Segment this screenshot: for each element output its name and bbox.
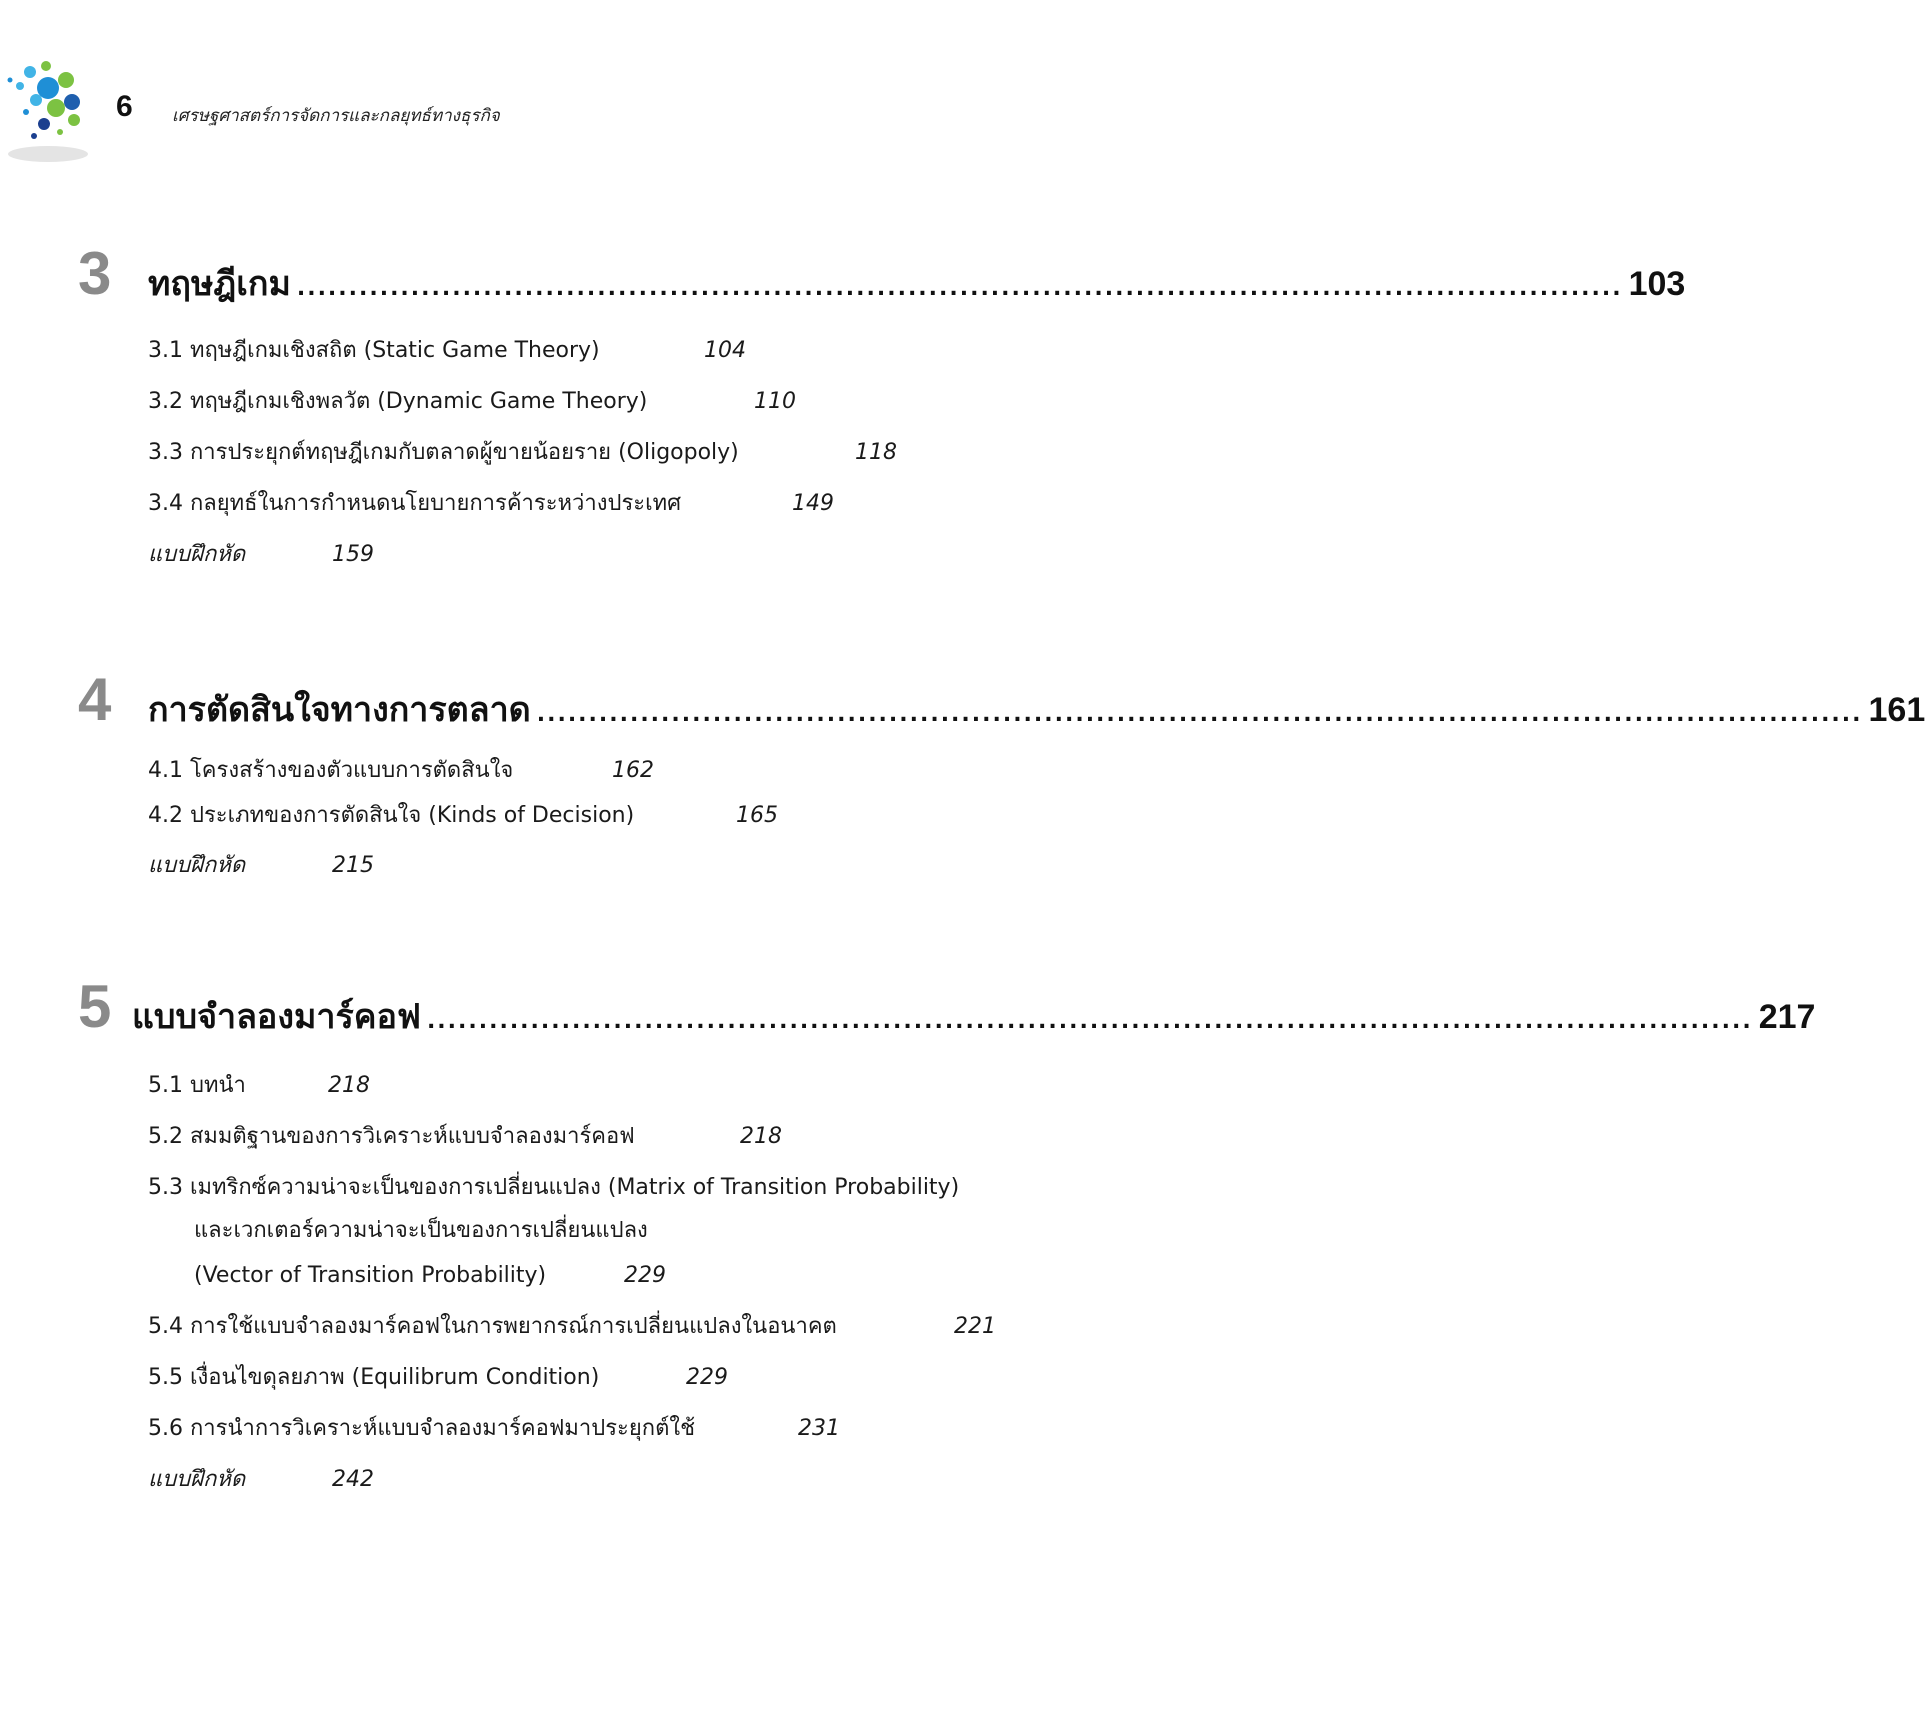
chapter-title: การตัดสินใจทางการตลาด xyxy=(148,690,531,730)
running-title: เศรษฐศาสตร์การจัดการและกลยุทธ์ทางธุรกิจ xyxy=(172,106,500,126)
entry-continuation: และเวกเตอร์ความน่าจะเป็นของการเปลี่ยนแปลง xyxy=(194,1218,648,1243)
chapter-title: ทฤษฎีเกม xyxy=(148,264,291,304)
entry-page: 162 xyxy=(612,758,654,783)
entry-text: 5.5 เงื่อนไขดุลยภาพ (Equilibrum Condition) xyxy=(148,1365,600,1390)
toc-entry[interactable] xyxy=(148,801,778,831)
entry-page: 218 xyxy=(328,1073,370,1098)
dot-leader: ................................................................................................................................ xyxy=(426,1009,1753,1034)
toc-entry[interactable] xyxy=(148,387,796,417)
chapter-page: 217 xyxy=(1758,998,1816,1036)
entry-page: 118 xyxy=(855,440,897,465)
entry-text: 3.4 กลยุทธ์ในการกำหนดนโยบายการค้าระหว่างประเทศ xyxy=(148,491,682,516)
exercise-entry[interactable] xyxy=(148,1465,374,1495)
chapter-page: 161 xyxy=(1868,691,1925,729)
entry-continuation-line[interactable] xyxy=(194,1261,666,1291)
entry-text: 5.4 การใช้แบบจำลองมาร์คอฟในการพยากรณ์การเปลี่ยนแปลงในอนาคต xyxy=(148,1314,837,1339)
toc-entry[interactable] xyxy=(148,1071,370,1101)
entry-page: 110 xyxy=(754,389,796,414)
entry-text: 3.3 การประยุกต์ทฤษฎีเกมกับตลาดผู้ขายน้อยราย (Oligopoly) xyxy=(148,440,739,465)
entry-page: 104 xyxy=(704,338,746,363)
toc-entry[interactable] xyxy=(148,756,654,786)
toc-entry[interactable] xyxy=(148,1173,959,1203)
exercise-page: 159 xyxy=(332,542,374,567)
page-number: 6 xyxy=(116,90,133,123)
exercise-page: 242 xyxy=(332,1467,374,1492)
dotted-circle-logo-icon xyxy=(0,50,110,190)
toc-entry[interactable] xyxy=(148,1122,782,1152)
chapter-page: 103 xyxy=(1628,265,1686,303)
entry-page: 165 xyxy=(736,803,778,828)
entry-page: 229 xyxy=(686,1365,728,1390)
entry-page: 229 xyxy=(624,1263,666,1288)
entry-text: 5.3 เมทริกซ์ความน่าจะเป็นของการเปลี่ยนแปลง (Matrix of Transition Probability) xyxy=(148,1175,960,1200)
exercise-page: 215 xyxy=(332,853,374,878)
chapter-heading[interactable] xyxy=(148,682,1925,736)
entry-text: 5.6 การนำการวิเคราะห์แบบจำลองมาร์คอฟมาประยุกต์ใช้ xyxy=(148,1416,696,1441)
toc-entry[interactable] xyxy=(148,336,746,366)
dot-leader: ................................................................................................................................ xyxy=(296,276,1623,301)
toc-entry[interactable] xyxy=(148,1363,728,1393)
exercise-entry[interactable] xyxy=(148,851,374,881)
toc-entry[interactable] xyxy=(148,1414,840,1444)
toc-entry[interactable] xyxy=(148,1312,996,1342)
entry-text: 5.1 บทนำ xyxy=(148,1073,246,1098)
chapter-heading[interactable] xyxy=(148,256,1686,310)
entry-page: 221 xyxy=(954,1314,996,1339)
entry-text: 4.1 โครงสร้างของตัวแบบการตัดสินใจ xyxy=(148,758,514,783)
chapter-title: แบบจำลองมาร์คอฟ xyxy=(132,997,421,1037)
exercise-label: แบบฝึกหัด xyxy=(148,853,246,878)
exercise-entry[interactable] xyxy=(148,540,374,570)
toc-entry[interactable] xyxy=(148,438,897,468)
entry-page: 218 xyxy=(740,1124,782,1149)
chapter-number: 3 xyxy=(78,240,112,307)
exercise-label: แบบฝึกหัด xyxy=(148,542,246,567)
exercise-label: แบบฝึกหัด xyxy=(148,1467,246,1492)
entry-page: 149 xyxy=(792,491,834,516)
entry-text: 5.2 สมมติฐานของการวิเคราะห์แบบจำลองมาร์คอฟ xyxy=(148,1124,635,1149)
entry-page: 231 xyxy=(798,1416,840,1441)
chapter-number: 5 xyxy=(78,973,112,1040)
dot-leader: ................................................................................................................................ xyxy=(536,702,1863,727)
entry-text: 3.1 ทฤษฎีเกมเชิงสถิต (Static Game Theory) xyxy=(148,338,600,363)
toc-entry[interactable] xyxy=(148,489,834,519)
chapter-heading[interactable] xyxy=(132,989,1816,1043)
entry-continuation: (Vector of Transition Probability) xyxy=(194,1263,547,1288)
chapter-number: 4 xyxy=(78,666,112,733)
entry-text: 4.2 ประเภทของการตัดสินใจ (Kinds of Decision) xyxy=(148,803,635,828)
entry-text: 3.2 ทฤษฎีเกมเชิงพลวัต (Dynamic Game Theory) xyxy=(148,389,648,414)
